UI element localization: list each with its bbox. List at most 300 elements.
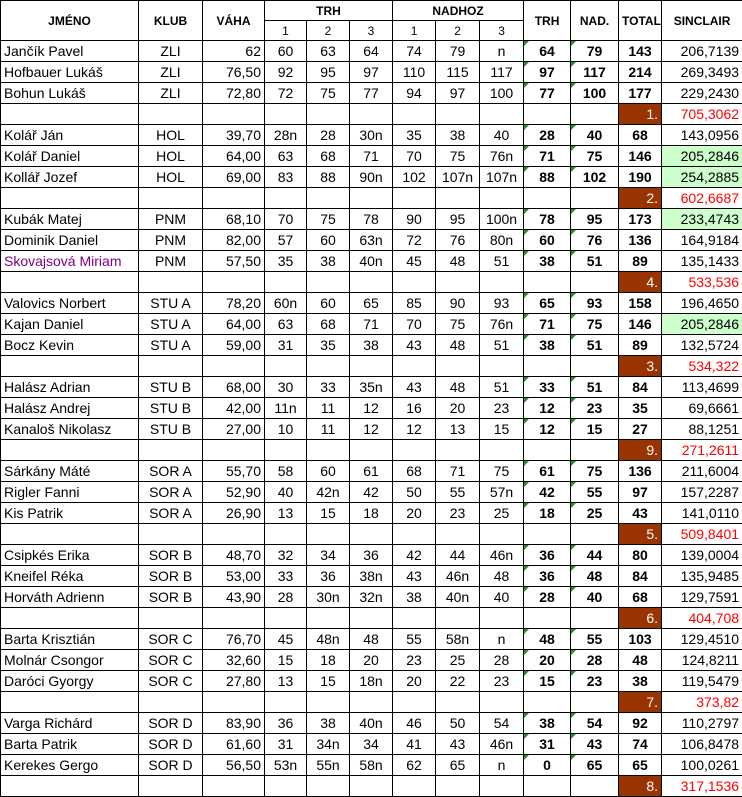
empty-cell [1, 188, 139, 209]
total-cell: 136 [619, 230, 662, 251]
sinclair-cell: 141,0110 [662, 503, 742, 524]
empty-cell [393, 356, 436, 377]
club-cell: HOL [139, 146, 203, 167]
nad-best-cell: 54 [571, 713, 619, 734]
empty-cell [1, 776, 139, 797]
trh-attempt-2: 18 [307, 650, 350, 671]
table-row [1, 482, 742, 503]
trh-attempt-3: 38 [350, 335, 393, 356]
trh-attempt-1: 63 [265, 314, 307, 335]
empty-cell [307, 608, 350, 629]
trh-attempt-3: 32n [350, 587, 393, 608]
sinclair-cell: 113,4699 [662, 377, 742, 398]
empty-cell [480, 440, 524, 461]
table-row [1, 251, 742, 272]
trh-attempt-1: 60 [265, 41, 307, 62]
trh-attempt-2: 34n [307, 734, 350, 755]
trh-attempt-1: 31 [265, 335, 307, 356]
team-summary-row [1, 188, 742, 209]
athlete-name: Csipkés Erika [1, 545, 139, 566]
weight-cell: 64,00 [203, 314, 265, 335]
trh-attempt-1: 70 [265, 209, 307, 230]
weight-cell: 61,60 [203, 734, 265, 755]
nad-attempt-2: 20 [436, 398, 480, 419]
nad-best-cell: 43 [571, 734, 619, 755]
nad-attempt-3: 46n [480, 545, 524, 566]
trh-best-cell: 12 [524, 398, 571, 419]
empty-cell [307, 188, 350, 209]
nad-attempt-3: n [480, 41, 524, 62]
trh-attempt-3: 58n [350, 755, 393, 776]
total-cell: 35 [619, 398, 662, 419]
nad-attempt-3: 40 [480, 587, 524, 608]
nad-best-cell: 51 [571, 251, 619, 272]
nad-attempt-1: 110 [393, 62, 436, 83]
header-club: KLUB [139, 1, 203, 41]
empty-cell [139, 776, 203, 797]
table-row [1, 713, 742, 734]
empty-cell [203, 272, 265, 293]
trh-attempt-2: 28 [307, 125, 350, 146]
empty-cell [350, 272, 393, 293]
empty-cell [436, 104, 480, 125]
club-cell: STU A [139, 335, 203, 356]
team-rank: 8. [619, 776, 662, 797]
trh-attempt-1: 32 [265, 545, 307, 566]
team-sinclair: 373,82 [662, 692, 742, 713]
athlete-name: Kollář Jozef [1, 167, 139, 188]
weight-cell: 52,90 [203, 482, 265, 503]
team-sinclair: 404,708 [662, 608, 742, 629]
sinclair-cell: 69,6661 [662, 398, 742, 419]
empty-cell [524, 188, 571, 209]
empty-cell [307, 524, 350, 545]
sinclair-cell: 269,3493 [662, 62, 742, 83]
athlete-name: Kanaloš Nikolasz [1, 419, 139, 440]
nad-best-cell: 28 [571, 650, 619, 671]
empty-cell [139, 440, 203, 461]
sinclair-cell: 132,5724 [662, 335, 742, 356]
nad-attempt-3: 23 [480, 671, 524, 692]
empty-cell [139, 272, 203, 293]
team-rank: 7. [619, 692, 662, 713]
trh-best-cell: 18 [524, 503, 571, 524]
total-cell: 80 [619, 545, 662, 566]
weight-cell: 42,00 [203, 398, 265, 419]
nad-attempt-1: 62 [393, 755, 436, 776]
sinclair-cell: 196,4650 [662, 293, 742, 314]
nad-attempt-1: 16 [393, 398, 436, 419]
trh-attempt-3: 36 [350, 545, 393, 566]
empty-cell [571, 440, 619, 461]
total-cell: 97 [619, 482, 662, 503]
empty-cell [393, 104, 436, 125]
weight-cell: 32,60 [203, 650, 265, 671]
empty-cell [571, 188, 619, 209]
nad-best-cell: 117 [571, 62, 619, 83]
empty-cell [1, 524, 139, 545]
trh-attempt-3: 38n [350, 566, 393, 587]
trh-attempt-2: 48n [307, 629, 350, 650]
sinclair-cell: 129,4510 [662, 629, 742, 650]
nad-attempt-3: 100n [480, 209, 524, 230]
trh-best-cell: 65 [524, 293, 571, 314]
nad-attempt-2: 65 [436, 755, 480, 776]
empty-cell [265, 440, 307, 461]
trh-best-cell: 38 [524, 713, 571, 734]
club-cell: HOL [139, 167, 203, 188]
nad-attempt-2: 79 [436, 41, 480, 62]
team-sinclair: 705,3062 [662, 104, 742, 125]
table-row [1, 146, 742, 167]
empty-cell [436, 776, 480, 797]
nad-best-cell: 48 [571, 566, 619, 587]
trh-attempt-1: 72 [265, 83, 307, 104]
empty-cell [307, 356, 350, 377]
header-name: JMÉNO [1, 1, 139, 41]
trh-attempt-2: 11 [307, 398, 350, 419]
trh-attempt-2: 68 [307, 314, 350, 335]
trh-attempt-2: 11 [307, 419, 350, 440]
nad-attempt-3: 40 [480, 125, 524, 146]
trh-attempt-1: 13 [265, 503, 307, 524]
nad-attempt-2: 43 [436, 734, 480, 755]
nad-attempt-2: 55 [436, 482, 480, 503]
nad-attempt-1: 46 [393, 713, 436, 734]
trh-best-cell: 28 [524, 587, 571, 608]
nad-attempt-3: 48 [480, 566, 524, 587]
club-cell: SOR D [139, 713, 203, 734]
table-header [1, 1, 742, 41]
athlete-name: Kolář Daniel [1, 146, 139, 167]
team-summary-row [1, 440, 742, 461]
trh-best-cell: 12 [524, 419, 571, 440]
total-cell: 92 [619, 713, 662, 734]
empty-cell [350, 524, 393, 545]
weight-cell: 69,00 [203, 167, 265, 188]
trh-best-cell: 77 [524, 83, 571, 104]
athlete-name: Jančík Pavel [1, 41, 139, 62]
empty-cell [203, 356, 265, 377]
table-row [1, 629, 742, 650]
empty-cell [350, 104, 393, 125]
nad-attempt-3: 75 [480, 461, 524, 482]
trh-best-cell: 88 [524, 167, 571, 188]
nad-attempt-3: 107n [480, 167, 524, 188]
total-cell: 143 [619, 41, 662, 62]
athlete-name: Sárkány Máté [1, 461, 139, 482]
trh-best-cell: 36 [524, 566, 571, 587]
athlete-name: Horváth Adrienn [1, 587, 139, 608]
weight-cell: 39,70 [203, 125, 265, 146]
trh-best-cell: 71 [524, 314, 571, 335]
trh-best-cell: 48 [524, 629, 571, 650]
athlete-name: Kis Patrik [1, 503, 139, 524]
trh-attempt-1: 92 [265, 62, 307, 83]
trh-attempt-1: 31 [265, 734, 307, 755]
trh-attempt-3: 61 [350, 461, 393, 482]
empty-cell [350, 692, 393, 713]
table-row [1, 566, 742, 587]
trh-attempt-2: 63 [307, 41, 350, 62]
trh-best-cell: 60 [524, 230, 571, 251]
nad-attempt-1: 72 [393, 230, 436, 251]
empty-cell [571, 104, 619, 125]
total-cell: 38 [619, 671, 662, 692]
nad-attempt-2: 48 [436, 377, 480, 398]
nad-attempt-2: 75 [436, 146, 480, 167]
club-cell: PNM [139, 251, 203, 272]
team-summary-row [1, 356, 742, 377]
nad-attempt-3: 117 [480, 62, 524, 83]
empty-cell [203, 776, 265, 797]
nad-attempt-2: 115 [436, 62, 480, 83]
nad-attempt-3: n [480, 755, 524, 776]
header-trh-attempt-2: 2 [307, 21, 350, 41]
trh-attempt-2: 42n [307, 482, 350, 503]
table-row [1, 587, 742, 608]
trh-attempt-3: 64 [350, 41, 393, 62]
trh-attempt-2: 75 [307, 83, 350, 104]
header-nad-attempt-3: 3 [480, 21, 524, 41]
empty-cell [350, 776, 393, 797]
trh-attempt-1: 57 [265, 230, 307, 251]
table-row [1, 230, 742, 251]
empty-cell [393, 272, 436, 293]
table-row [1, 503, 742, 524]
trh-attempt-2: 68 [307, 146, 350, 167]
trh-attempt-1: 60n [265, 293, 307, 314]
weight-cell: 57,50 [203, 251, 265, 272]
nad-attempt-3: 93 [480, 293, 524, 314]
trh-attempt-1: 45 [265, 629, 307, 650]
sinclair-cell: 110,2797 [662, 713, 742, 734]
empty-cell [524, 608, 571, 629]
club-cell: PNM [139, 230, 203, 251]
nad-attempt-2: 13 [436, 419, 480, 440]
trh-attempt-3: 34 [350, 734, 393, 755]
sinclair-cell: 129,7591 [662, 587, 742, 608]
nad-attempt-3: n [480, 629, 524, 650]
team-summary-row [1, 608, 742, 629]
table-row [1, 734, 742, 755]
table-row [1, 125, 742, 146]
empty-cell [436, 356, 480, 377]
empty-cell [203, 608, 265, 629]
empty-cell [480, 188, 524, 209]
trh-best-cell: 31 [524, 734, 571, 755]
team-rank: 4. [619, 272, 662, 293]
sinclair-cell: 164,9184 [662, 230, 742, 251]
athlete-name: Molnár Csongor [1, 650, 139, 671]
trh-best-cell: 33 [524, 377, 571, 398]
empty-cell [436, 608, 480, 629]
empty-cell [480, 776, 524, 797]
athlete-name: Kolář Ján [1, 125, 139, 146]
empty-cell [139, 356, 203, 377]
sinclair-cell: 233,4743 [662, 209, 742, 230]
team-rank: 9. [619, 440, 662, 461]
trh-attempt-1: 13 [265, 671, 307, 692]
weight-cell: 56,50 [203, 755, 265, 776]
club-cell: STU B [139, 398, 203, 419]
table-row [1, 377, 742, 398]
team-sinclair: 533,536 [662, 272, 742, 293]
nad-attempt-1: 20 [393, 671, 436, 692]
trh-best-cell: 36 [524, 545, 571, 566]
trh-attempt-2: 33 [307, 377, 350, 398]
weight-cell: 59,00 [203, 335, 265, 356]
sinclair-cell: 206,7139 [662, 41, 742, 62]
empty-cell [524, 524, 571, 545]
team-rank: 3. [619, 356, 662, 377]
table-row [1, 314, 742, 335]
nad-attempt-1: 38 [393, 587, 436, 608]
trh-attempt-2: 30n [307, 587, 350, 608]
trh-attempt-2: 38 [307, 251, 350, 272]
trh-attempt-3: 40n [350, 251, 393, 272]
nad-best-cell: 15 [571, 419, 619, 440]
nad-best-cell: 75 [571, 314, 619, 335]
empty-cell [1, 104, 139, 125]
nad-attempt-3: 54 [480, 713, 524, 734]
empty-cell [480, 524, 524, 545]
trh-best-cell: 38 [524, 251, 571, 272]
sinclair-cell: 135,9485 [662, 566, 742, 587]
trh-attempt-1: 40 [265, 482, 307, 503]
trh-attempt-2: 34 [307, 545, 350, 566]
nad-attempt-1: 43 [393, 377, 436, 398]
trh-attempt-2: 35 [307, 335, 350, 356]
trh-attempt-3: 78 [350, 209, 393, 230]
empty-cell [393, 188, 436, 209]
sinclair-cell: 229,2430 [662, 83, 742, 104]
nad-attempt-2: 76 [436, 230, 480, 251]
empty-cell [480, 356, 524, 377]
nad-attempt-1: 85 [393, 293, 436, 314]
nad-attempt-2: 50 [436, 713, 480, 734]
table-row [1, 83, 742, 104]
weight-cell: 53,00 [203, 566, 265, 587]
empty-cell [1, 608, 139, 629]
nad-attempt-3: 25 [480, 503, 524, 524]
header-nad-attempt-1: 1 [393, 21, 436, 41]
trh-attempt-3: 48 [350, 629, 393, 650]
empty-cell [203, 524, 265, 545]
empty-cell [350, 188, 393, 209]
trh-attempt-2: 75 [307, 209, 350, 230]
total-cell: 136 [619, 461, 662, 482]
empty-cell [524, 776, 571, 797]
weight-cell: 78,20 [203, 293, 265, 314]
total-cell: 158 [619, 293, 662, 314]
trh-attempt-1: 15 [265, 650, 307, 671]
club-cell: SOR C [139, 650, 203, 671]
nad-attempt-1: 68 [393, 461, 436, 482]
trh-attempt-3: 18 [350, 503, 393, 524]
empty-cell [265, 776, 307, 797]
sinclair-cell: 254,2885 [662, 167, 742, 188]
nad-attempt-2: 75 [436, 314, 480, 335]
total-cell: 84 [619, 377, 662, 398]
athlete-name: Bohun Lukáš [1, 83, 139, 104]
athlete-name: Kubák Matej [1, 209, 139, 230]
empty-cell [203, 104, 265, 125]
nad-best-cell: 23 [571, 398, 619, 419]
sinclair-cell: 119,5479 [662, 671, 742, 692]
nad-attempt-3: 80n [480, 230, 524, 251]
sinclair-cell: 100,0261 [662, 755, 742, 776]
trh-best-cell: 97 [524, 62, 571, 83]
weight-cell: 72,80 [203, 83, 265, 104]
empty-cell [571, 356, 619, 377]
team-summary-row [1, 272, 742, 293]
club-cell: SOR A [139, 461, 203, 482]
table-row [1, 62, 742, 83]
trh-attempt-3: 63n [350, 230, 393, 251]
nad-attempt-1: 102 [393, 167, 436, 188]
empty-cell [265, 692, 307, 713]
nad-best-cell: 65 [571, 755, 619, 776]
empty-cell [524, 104, 571, 125]
trh-best-cell: 15 [524, 671, 571, 692]
trh-attempt-3: 35n [350, 377, 393, 398]
nad-attempt-1: 55 [393, 629, 436, 650]
athlete-name: Halász Adrian [1, 377, 139, 398]
athlete-name: Dominik Daniel [1, 230, 139, 251]
team-rank: 6. [619, 608, 662, 629]
nad-attempt-1: 90 [393, 209, 436, 230]
empty-cell [524, 692, 571, 713]
empty-cell [139, 188, 203, 209]
trh-attempt-3: 12 [350, 419, 393, 440]
empty-cell [265, 608, 307, 629]
trh-attempt-3: 77 [350, 83, 393, 104]
trh-attempt-3: 42 [350, 482, 393, 503]
nad-best-cell: 100 [571, 83, 619, 104]
trh-attempt-1: 28n [265, 125, 307, 146]
total-cell: 48 [619, 650, 662, 671]
nad-attempt-3: 15 [480, 419, 524, 440]
nad-attempt-2: 40n [436, 587, 480, 608]
trh-attempt-1: 30 [265, 377, 307, 398]
empty-cell [571, 608, 619, 629]
nad-attempt-2: 23 [436, 503, 480, 524]
sinclair-cell: 205,2846 [662, 314, 742, 335]
nad-attempt-1: 35 [393, 125, 436, 146]
nad-attempt-1: 74 [393, 41, 436, 62]
nad-attempt-2: 90 [436, 293, 480, 314]
trh-best-cell: 28 [524, 125, 571, 146]
header-trh-attempt-1: 1 [265, 21, 307, 41]
nad-attempt-2: 46n [436, 566, 480, 587]
athlete-name: Valovics Norbert [1, 293, 139, 314]
club-cell: STU A [139, 314, 203, 335]
team-rank: 2. [619, 188, 662, 209]
club-cell: ZLI [139, 83, 203, 104]
trh-attempt-3: 20 [350, 650, 393, 671]
nad-attempt-2: 58n [436, 629, 480, 650]
empty-cell [307, 272, 350, 293]
total-cell: 84 [619, 566, 662, 587]
club-cell: PNM [139, 209, 203, 230]
nad-attempt-1: 43 [393, 566, 436, 587]
nad-best-cell: 51 [571, 335, 619, 356]
nad-best-cell: 75 [571, 461, 619, 482]
athlete-name: Daróci Gyorgy [1, 671, 139, 692]
total-cell: 89 [619, 251, 662, 272]
nad-attempt-3: 51 [480, 251, 524, 272]
